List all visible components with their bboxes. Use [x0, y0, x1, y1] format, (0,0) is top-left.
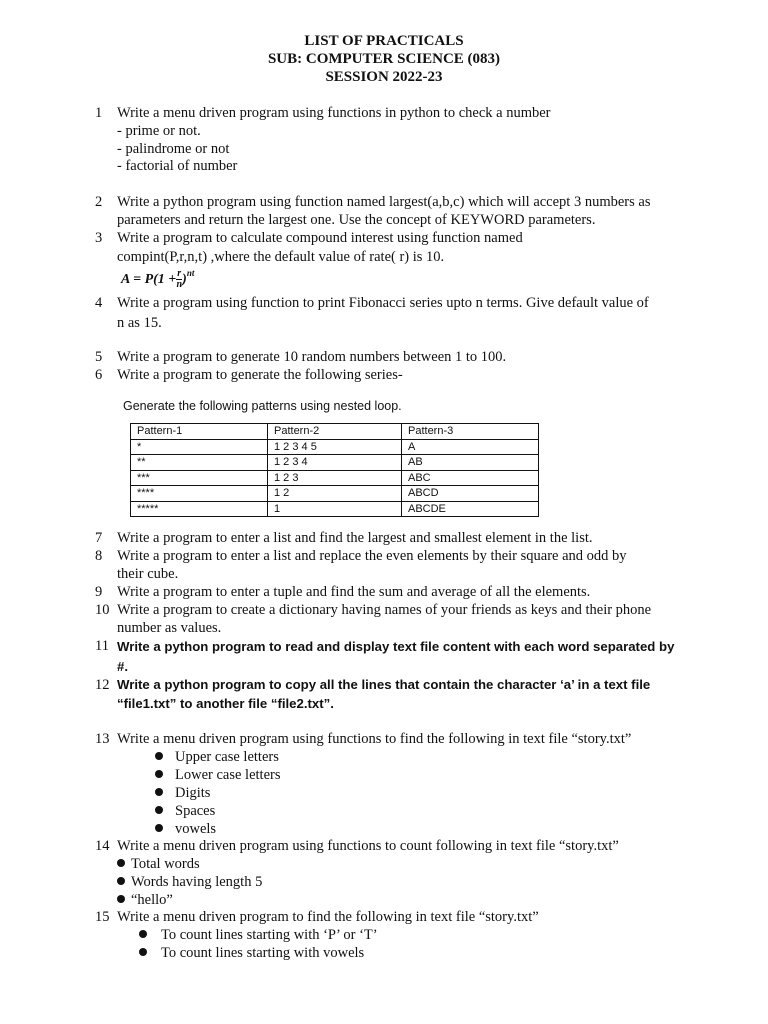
item-text: Write a menu driven program to find the following in text file “story.txt” [117, 909, 539, 925]
item-number: 4 [95, 295, 103, 311]
table-cell: **** [131, 486, 268, 502]
bullet-icon [155, 752, 163, 760]
table-cell: * [131, 439, 268, 455]
item-text: Write a program using function to print Fibonacci series upto n terms. Give default value of [117, 295, 649, 311]
item-number: 12 [95, 677, 110, 693]
bullet-item: “hello” [117, 892, 173, 909]
item-text: Write a program to enter a list and find the largest and smallest element in the list. [117, 530, 593, 546]
column-header: Pattern-2 [268, 424, 402, 440]
table-header-row [131, 424, 539, 440]
item-text: - palindrome or not [117, 141, 230, 157]
table-cell: 1 2 3 [268, 470, 402, 486]
bullet-item: Lower case letters [155, 767, 280, 784]
item-text: Write a program to enter a tuple and find the sum and average of all the elements. [117, 584, 591, 600]
bullet-item: Spaces [155, 803, 215, 820]
pattern-table [130, 423, 539, 517]
item-number: 3 [95, 230, 103, 246]
table-cell: 1 2 [268, 486, 402, 502]
item-text: Write a python program using function named largest(a,b,c) which will accept 3 numbers as [117, 194, 651, 210]
bullet-item: To count lines starting with ‘P’ or ‘T’ [139, 927, 378, 944]
bullet-icon [117, 877, 125, 885]
item-text: Write a python program to read and display text file content with each word separated by [117, 639, 675, 654]
bullet-icon [155, 806, 163, 814]
item-number: 11 [95, 638, 109, 654]
table-cell: ABCDE [402, 501, 539, 517]
document-title: LIST OF PRACTICALS [304, 33, 464, 49]
bullet-icon [117, 895, 125, 903]
item-text: Write a program to generate 10 random numbers between 1 to 100. [117, 349, 507, 365]
bullet-icon [155, 824, 163, 832]
item-text: #. [117, 659, 128, 674]
bullet-item: Words having length 5 [117, 874, 262, 891]
table-cell: 1 [268, 501, 402, 517]
item-number: 5 [95, 349, 103, 365]
item-text: - factorial of number [117, 158, 238, 174]
table-row [131, 470, 539, 486]
item-text: compint(P,r,n,t) ,where the default value of rate( r) is 10. [117, 249, 445, 265]
item-text: Write a program to generate the following series- [117, 367, 403, 383]
bullet-icon [155, 770, 163, 778]
item-number: 6 [95, 367, 103, 383]
item-text: their cube. [117, 566, 179, 582]
item-number: 9 [95, 584, 103, 600]
column-header: Pattern-3 [402, 424, 539, 440]
item-text: Write a program to calculate compound interest using function named [117, 230, 523, 246]
compound-interest-formula: A = P(1 + $\frac{r}{n}$ )$^{nt}$ [121, 268, 195, 291]
item-number: 7 [95, 530, 103, 546]
item-number: 14 [95, 838, 110, 854]
item-number: 13 [95, 731, 110, 747]
bullet-icon [139, 930, 147, 938]
item-text: n as 15. [117, 315, 162, 331]
column-header: Pattern-1 [131, 424, 268, 440]
item-number: 15 [95, 909, 110, 925]
item-number: 1 [95, 105, 103, 121]
table-cell: ***** [131, 501, 268, 517]
item-text: - prime or not. [117, 123, 201, 139]
bullet-icon [155, 788, 163, 796]
item-text: Write a menu driven program using functions to find the following in text file “story.txt” [117, 731, 632, 747]
bullet-item: Upper case letters [155, 749, 279, 766]
table-cell: ** [131, 455, 268, 471]
table-cell: ABC [402, 470, 539, 486]
bullet-item: To count lines starting with vowels [139, 945, 364, 962]
item-text: parameters and return the largest one. Use the concept of KEYWORD parameters. [117, 212, 596, 228]
subject-heading: SUB: COMPUTER SCIENCE (083) [267, 51, 501, 67]
item-number: 8 [95, 548, 103, 564]
table-cell: A [402, 439, 539, 455]
table-cell: *** [131, 470, 268, 486]
table-row [131, 455, 539, 471]
table-cell: ABCD [402, 486, 539, 502]
item-text: Write a python program to copy all the lines that contain the character ‘a’ in a text file [117, 677, 651, 692]
pattern-table-title: Generate the following patterns using nested loop. [123, 399, 402, 413]
table-cell: 1 2 3 4 5 [268, 439, 402, 455]
item-text: Write a menu driven program using functions to count following in text file “story.txt” [117, 838, 619, 854]
bullet-item: Total words [117, 856, 200, 873]
bullet-icon [139, 948, 147, 956]
bullet-item: vowels [155, 821, 216, 838]
item-number: 2 [95, 194, 103, 210]
table-cell: 1 2 3 4 [268, 455, 402, 471]
table-row [131, 501, 539, 517]
item-text: Write a program to enter a list and replace the even elements by their square and odd by [117, 548, 627, 564]
session-heading: SESSION 2022-23 [325, 69, 443, 85]
table-row [131, 439, 539, 455]
item-text: number as values. [117, 620, 222, 636]
table-cell: AB [402, 455, 539, 471]
table-row [131, 486, 539, 502]
item-text: Write a menu driven program using functions in python to check a number [117, 105, 551, 121]
item-text: Write a program to create a dictionary having names of your friends as keys and their phone [117, 602, 652, 618]
bullet-icon [117, 859, 125, 867]
item-text: “file1.txt” to another file “file2.txt”. [117, 696, 334, 711]
bullet-item: Digits [155, 785, 210, 802]
item-number: 10 [95, 602, 110, 618]
